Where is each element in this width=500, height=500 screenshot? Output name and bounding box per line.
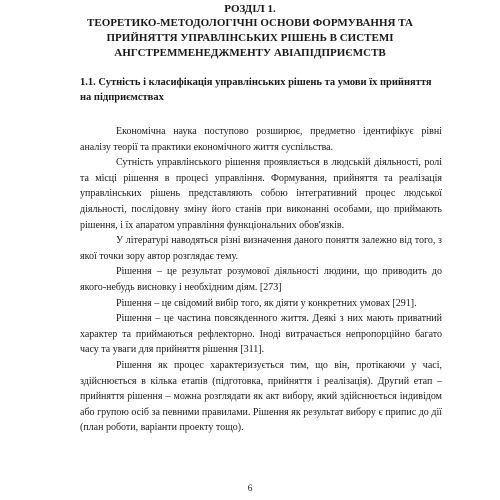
paragraph: Економічна наука поступово розширює, предметно ідентифікує рівні аналізу теорії та практики економічного життя суспільства. <box>80 126 442 153</box>
paragraph: Рішення – це частина повсякденного життя. Деякі з них мають приватний характер та приймаються рефлекторно. Іноді витрачається непропорційно багато часу та уваги для прийняття рішення [311]. <box>80 313 442 356</box>
chapter-title-line: ТЕОРЕТИКО-МЕТОДОЛОГІЧНІ ОСНОВИ ФОРМУВАННЯ ТА <box>87 17 413 29</box>
section-heading: 1.1. Сутність і класифікація управлінських рішень та умови їх прийняття на підприємствах <box>80 77 432 103</box>
chapter-title-line: АНГСТРЕММЕНЕДЖМЕНТУ АВІАПІДПРИЄМСТВ <box>114 47 386 59</box>
paragraph: Рішення – це свідомий вибір того, як діяти у конкретних умовах [291]. <box>116 297 417 309</box>
chapter-title <box>0 16 500 61</box>
paragraph: Рішення – це результат розумової діяльності людини, що приводить до якого-небудь висновку і необхідним діям. [273] <box>80 266 442 293</box>
chapter-label: РОЗДІЛ 1. <box>224 3 276 15</box>
page-number: 6 <box>247 483 253 493</box>
paragraph: У літературі наводяться різні визначення даного поняття залежно від того, з якої точки зору автор розглядає тему. <box>80 235 442 262</box>
chapter-title-line: ПРИЙНЯТТЯ УПРАВЛІНСЬКИХ РІШЕНЬ В СИСТЕМІ <box>106 32 394 44</box>
paragraph: Сутність управлінського рішення проявляється в людській діяльності, ролі та місці рішення в процесі управління. Формування, прийняття та реалізація управлінських рішень представляють собою інтегративний процес людської діяльності, послідовну зміну його станів при виконанні особами, що приймають рішення, і їх апаратом управління функціональних обов'язків. <box>80 157 442 231</box>
body-text <box>80 124 442 436</box>
paragraph: Рішення як процес характеризується тим, що він, протікаючи у часі, здійснюється в кілька етапів (підготовка, прийняття і реалізація). Другий етап – прийняття рішення – можна розглядати як акт вибору, який здійснюється індивідом або групою осіб за певними правилами. Рішення як результат вибору є припис до дії (план роботи, варіанти проекту тощо). <box>80 359 442 434</box>
